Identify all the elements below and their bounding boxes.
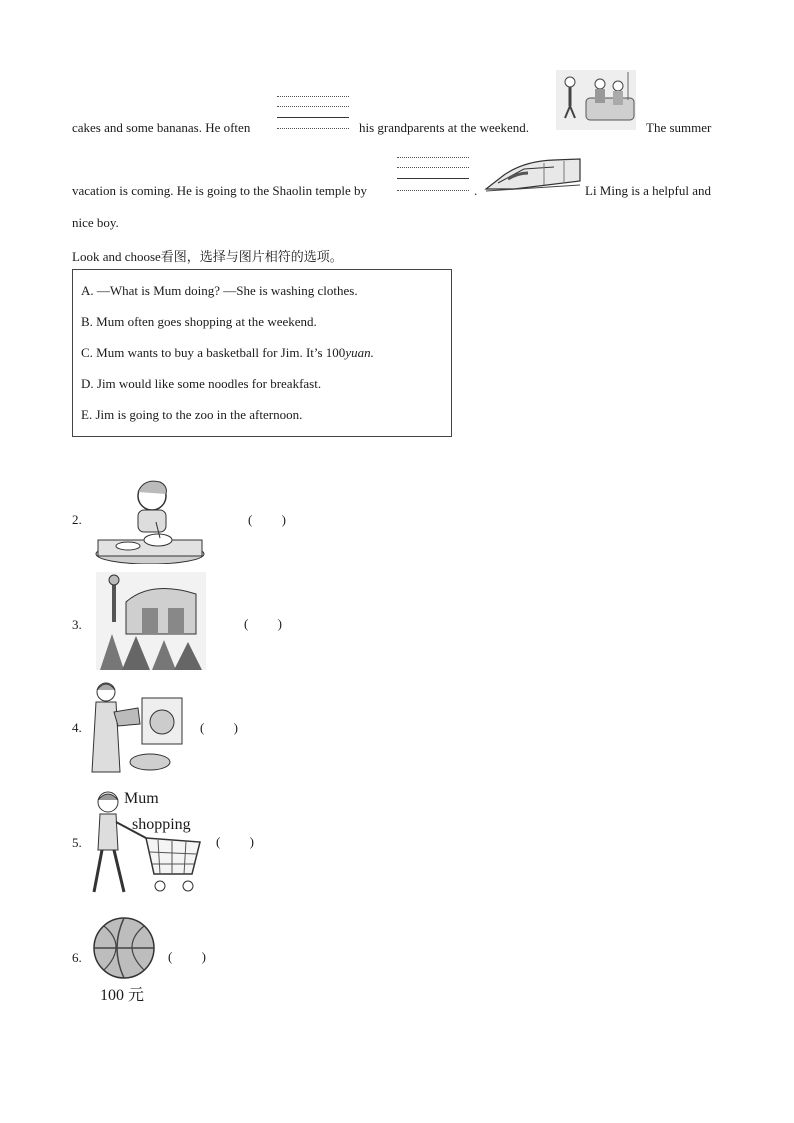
passage-line2-dot: . — [474, 183, 478, 198]
zoo-entrance-picture — [96, 572, 206, 670]
passage-line1-a: cakes and some bananas. He often — [72, 120, 251, 135]
answer-blank-1[interactable] — [277, 96, 350, 132]
option-d: D. Jim would like some noodles for breakfast. — [81, 376, 322, 391]
answer-blank-2[interactable] — [397, 157, 470, 193]
option-c — [81, 345, 374, 361]
option-c-yuan: yuan. — [345, 345, 374, 360]
option-b: B. Mum often goes shopping at the weekend. — [81, 314, 317, 329]
mum-label: Mum — [124, 790, 159, 807]
question-5-number: 5. — [72, 835, 82, 850]
passage-line1-c: The summer — [646, 120, 712, 135]
basketball-picture — [92, 916, 156, 980]
option-c-text: C. Mum wants to buy a basketball for Jim. It’s 100 — [81, 345, 346, 360]
boy-eating-noodles-picture — [94, 474, 206, 564]
price-label: 100 元 — [100, 987, 145, 1004]
options-box — [72, 269, 452, 437]
passage-line2-a: vacation is coming. He is going to the Shaolin temple by — [72, 183, 367, 198]
question-2-number: 2. — [72, 512, 82, 527]
question-3-answer-brackets[interactable]: ( ) — [244, 616, 282, 631]
passage-line3: nice boy. — [72, 215, 119, 230]
visit-grandparents-picture — [556, 70, 636, 130]
option-a: A. —What is Mum doing? —She is washing clothes. — [81, 283, 358, 298]
question-6-number: 6. — [72, 950, 82, 965]
question-2-answer-brackets[interactable]: ( ) — [248, 512, 286, 527]
section-heading: Look and choose看图，选择与图片相符的选项。 — [72, 249, 343, 264]
option-e: E. Jim is going to the zoo in the afternoon. — [81, 407, 303, 422]
question-3-number: 3. — [72, 617, 82, 632]
question-4-number: 4. — [72, 720, 82, 735]
high-speed-train-picture — [484, 155, 582, 193]
question-5-answer-brackets[interactable]: ( ) — [216, 834, 254, 849]
question-4-answer-brackets[interactable]: ( ) — [200, 720, 238, 735]
passage-line2-b: Li Ming is a helpful and — [585, 183, 712, 198]
passage-line1-b: his grandparents at the weekend. — [359, 120, 530, 135]
mum-washing-clothes-picture — [88, 678, 186, 774]
shopping-label: shopping — [132, 816, 191, 833]
question-6-answer-brackets[interactable]: ( ) — [168, 949, 206, 964]
